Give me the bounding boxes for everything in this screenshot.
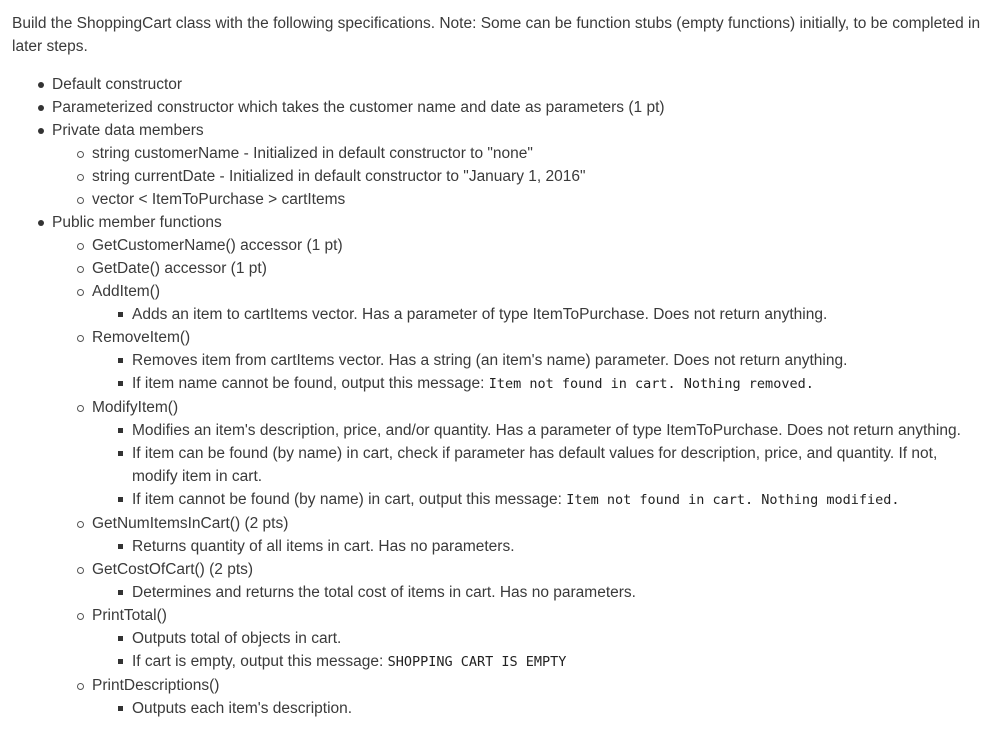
function-label: GetNumItemsInCart() (2 pts) xyxy=(92,515,289,532)
square-bullet-icon xyxy=(118,544,123,549)
function-label: GetDate() accessor (1 pt) xyxy=(92,260,267,277)
list-item xyxy=(12,119,985,211)
circle-bullet-icon xyxy=(77,683,84,690)
list-item xyxy=(52,234,985,257)
circle-bullet-icon xyxy=(77,567,84,574)
circle-bullet-icon xyxy=(77,243,84,250)
detail-text: Outputs each item's description. xyxy=(132,700,353,717)
function-label: ModifyItem() xyxy=(92,399,179,416)
function-details xyxy=(92,581,985,604)
list-item xyxy=(52,326,985,396)
list-item xyxy=(12,211,985,720)
detail-text: Modifies an item's description, price, and/or quantity. Has a parameter of type ItemToPurchase. Does not return anything. xyxy=(132,422,961,439)
disc-bullet-icon xyxy=(38,82,44,88)
square-bullet-icon xyxy=(118,358,123,363)
square-bullet-icon xyxy=(118,428,123,433)
private-members-label: Private data members xyxy=(52,122,204,139)
circle-bullet-icon xyxy=(77,405,84,412)
detail-text: Removes item from cartItems vector. Has a string (an item's name) parameter. Does not return anything. xyxy=(132,352,848,369)
public-members-label: Public member functions xyxy=(52,214,222,231)
detail-text: Determines and returns the total cost of items in cart. Has no parameters. xyxy=(132,584,636,601)
list-item xyxy=(52,188,985,211)
list-item xyxy=(92,627,985,650)
list-item xyxy=(52,674,985,720)
list-item xyxy=(52,257,985,280)
circle-bullet-icon xyxy=(77,521,84,528)
intro-paragraph: Build the ShoppingCart class with the following specifications. Note: Some can be function stubs (empty functions) initially, to be completed in later steps. xyxy=(12,15,981,55)
detail-text: If item name cannot be found, output this message: xyxy=(132,375,489,392)
circle-bullet-icon xyxy=(77,151,84,158)
private-member-text: string customerName - Initialized in default constructor to "none" xyxy=(92,145,533,162)
square-bullet-icon xyxy=(118,706,123,711)
detail-text: Outputs total of objects in cart. xyxy=(132,630,342,647)
function-details xyxy=(92,627,985,674)
list-item xyxy=(92,303,985,326)
square-bullet-icon xyxy=(118,312,123,317)
disc-bullet-icon xyxy=(38,128,44,134)
list-item xyxy=(92,349,985,372)
list-item xyxy=(52,142,985,165)
detail-text: If cart is empty, output this message: xyxy=(132,653,388,670)
function-label: GetCustomerName() accessor (1 pt) xyxy=(92,237,343,254)
function-label: PrintTotal() xyxy=(92,607,167,624)
circle-bullet-icon xyxy=(77,289,84,296)
function-details xyxy=(92,697,985,720)
public-members-list xyxy=(52,234,985,720)
list-item xyxy=(92,488,985,512)
list-item xyxy=(52,165,985,188)
param-constructor-text: Parameterized constructor which takes the customer name and date as parameters (1 pt) xyxy=(52,99,665,116)
list-item xyxy=(92,372,985,396)
circle-bullet-icon xyxy=(77,266,84,273)
function-details xyxy=(92,419,985,512)
function-label: AddItem() xyxy=(92,283,161,300)
detail-text: Returns quantity of all items in cart. Has no parameters. xyxy=(132,538,515,555)
function-details xyxy=(92,349,985,396)
detail-text: If item cannot be found (by name) in cart, output this message: xyxy=(132,491,567,508)
private-member-text: string currentDate - Initialized in default constructor to "January 1, 2016" xyxy=(92,168,586,185)
function-label: PrintDescriptions() xyxy=(92,677,220,694)
spec-list xyxy=(12,73,985,720)
private-members-list xyxy=(52,142,985,211)
list-item xyxy=(92,442,985,488)
private-member-text: vector < ItemToPurchase > cartItems xyxy=(92,191,346,208)
list-item xyxy=(12,96,985,119)
square-bullet-icon xyxy=(118,659,123,664)
list-item xyxy=(12,73,985,96)
list-item xyxy=(92,650,985,674)
list-item xyxy=(92,697,985,720)
detail-text: Adds an item to cartItems vector. Has a parameter of type ItemToPurchase. Does not return anything. xyxy=(132,306,828,323)
square-bullet-icon xyxy=(118,636,123,641)
function-details xyxy=(92,535,985,558)
default-constructor-text: Default constructor xyxy=(52,76,183,93)
list-item xyxy=(52,558,985,604)
circle-bullet-icon xyxy=(77,174,84,181)
function-label: RemoveItem() xyxy=(92,329,191,346)
list-item xyxy=(52,396,985,512)
list-item xyxy=(52,280,985,326)
disc-bullet-icon xyxy=(38,220,44,226)
square-bullet-icon xyxy=(118,590,123,595)
circle-bullet-icon xyxy=(77,197,84,204)
square-bullet-icon xyxy=(118,497,123,502)
list-item xyxy=(92,419,985,442)
code-message: SHOPPING CART IS EMPTY xyxy=(387,654,567,670)
square-bullet-icon xyxy=(118,381,123,386)
function-label: GetCostOfCart() (2 pts) xyxy=(92,561,254,578)
square-bullet-icon xyxy=(118,451,123,456)
detail-text: If item can be found (by name) in cart, check if parameter has default values for description, price, and quantity. If not, modify item in cart. xyxy=(132,445,938,485)
circle-bullet-icon xyxy=(77,335,84,342)
list-item xyxy=(52,604,985,674)
circle-bullet-icon xyxy=(77,613,84,620)
code-message: Item not found in cart. Nothing modified. xyxy=(566,492,900,508)
function-details xyxy=(92,303,985,326)
code-message: Item not found in cart. Nothing removed. xyxy=(488,376,814,392)
disc-bullet-icon xyxy=(38,105,44,111)
list-item xyxy=(92,535,985,558)
list-item xyxy=(52,512,985,558)
list-item xyxy=(92,581,985,604)
